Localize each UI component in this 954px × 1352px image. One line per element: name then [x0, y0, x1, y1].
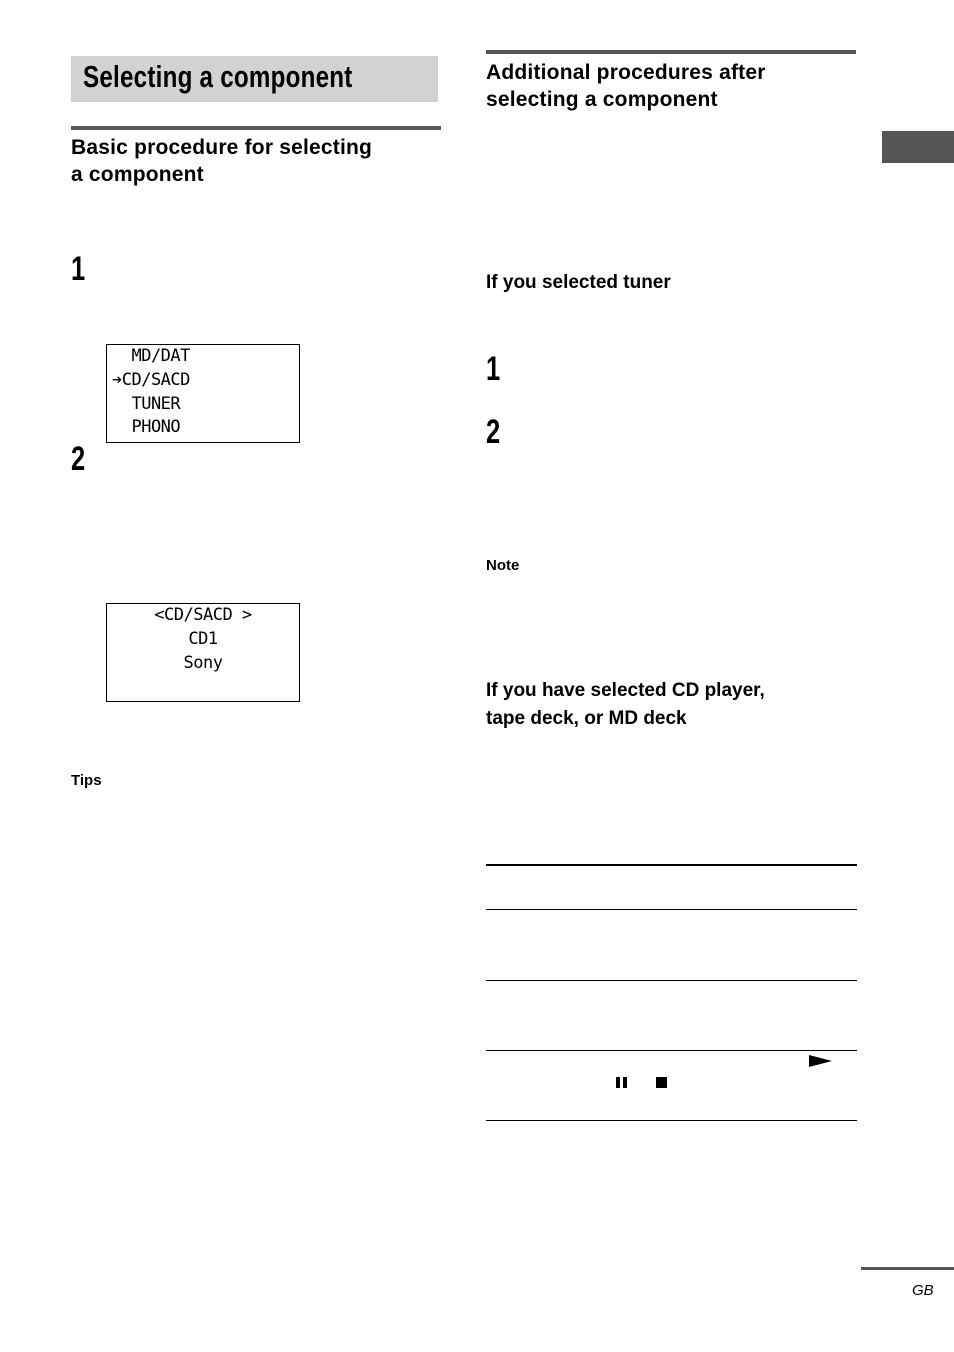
cd-subheading-line2: tape deck, or MD deck — [486, 708, 687, 729]
lcd-display-input-list — [106, 344, 300, 443]
tuner-subheading: If you selected tuner — [486, 272, 671, 293]
right-step-1-number: 1 — [486, 350, 501, 388]
footer-rule — [861, 1267, 954, 1270]
play-icon — [809, 1055, 832, 1067]
lcd-display-component-name — [106, 603, 300, 702]
note-label: Note — [486, 557, 520, 574]
stop-icon — [656, 1077, 667, 1088]
table-row-rule — [486, 1050, 857, 1051]
cd-subheading-line1: If you have selected CD player, — [486, 680, 765, 701]
table-row-rule — [486, 909, 857, 910]
table-bottom-rule — [486, 1120, 857, 1121]
left-section-rule — [71, 126, 441, 130]
left-section-heading-line2: a component — [71, 163, 204, 186]
lcd-line: <CD/SACD > — [154, 605, 252, 625]
tips-label: Tips — [71, 772, 102, 789]
table-row-rule — [486, 980, 857, 981]
lcd-line: TUNER — [112, 394, 181, 414]
lcd-line: MD/DAT — [112, 346, 190, 366]
left-step-2-number: 2 — [71, 440, 86, 478]
left-section-heading-line1: Basic procedure for selecting — [71, 136, 373, 159]
right-section-heading — [486, 59, 766, 113]
lcd-line-selected: ➔CD/SACD — [112, 370, 190, 390]
right-section-heading-line2: selecting a component — [486, 88, 718, 111]
right-section-heading-line1: Additional procedures after — [486, 61, 766, 84]
left-step-1-number: 1 — [71, 250, 86, 288]
right-step-2-number: 2 — [486, 413, 501, 451]
right-section-rule — [486, 50, 856, 54]
table-top-rule — [486, 864, 857, 866]
page-language-code: GB — [912, 1282, 934, 1299]
lcd-line: CD1 — [188, 629, 218, 649]
page-title: Selecting a component — [83, 59, 353, 94]
chapter-tab-marker — [882, 131, 954, 163]
cd-tape-md-subheading — [486, 677, 765, 733]
pause-icon — [616, 1077, 627, 1088]
left-section-heading — [71, 134, 372, 188]
lcd-line: PHONO — [112, 417, 181, 437]
lcd-line: Sony — [183, 653, 223, 673]
